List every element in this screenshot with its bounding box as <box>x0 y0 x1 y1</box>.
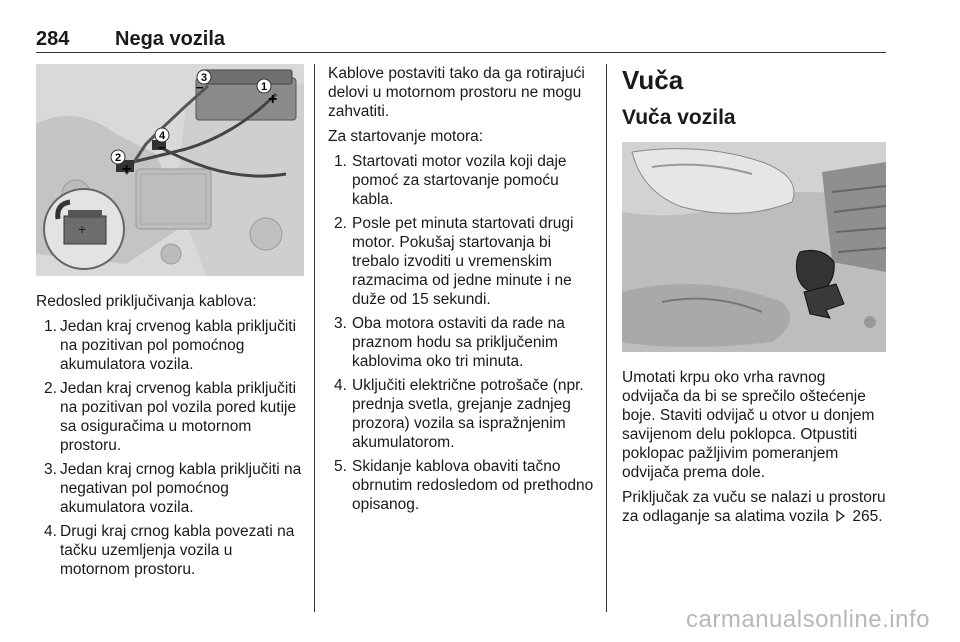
list-item: 3. Jedan kraj crnog kabla priključiti na negativan pol pomoćnog akumulatora vozila. <box>44 461 302 516</box>
watermark: carmanualsonline.info <box>686 606 930 633</box>
list-item: 1. Startovati motor vozila koji daje pomoć za startovanje pomoću kabla. <box>334 153 567 208</box>
list-item: 5. Skidanje kablova obaviti tačno obrnutim redosledom od prethodno opisanog. <box>334 458 594 513</box>
page-header <box>36 18 886 53</box>
column-2 <box>328 64 596 519</box>
page-reference-icon <box>835 510 846 522</box>
list-item: 3. Oba motora ostaviti da rade na praznom hodu sa priključenim kablovima oko tri minuta. <box>334 315 565 370</box>
page-number: 284 <box>36 28 70 50</box>
connection-order-intro: Redosled priključivanja kablova: <box>36 293 257 310</box>
svg-text:+: + <box>122 161 132 178</box>
figure-label-3: 3 <box>200 72 208 84</box>
towing-eye-cover-illustration <box>622 142 886 352</box>
figure-label-2: 2 <box>114 152 122 164</box>
cable-placement-note: Kablove postaviti tako da ga rotirajući delovi u motornom prostoru ne mogu zahvatiti. <box>328 65 585 120</box>
list-item: 2. Jedan kraj crvenog kabla priključiti na pozitivan pol vozila pored kutije sa osiguračima u motornom prostoru. <box>44 380 297 454</box>
svg-text:+: + <box>268 91 278 108</box>
jump-start-illustration <box>36 64 304 276</box>
subsection-heading: Vuča vozila <box>622 106 736 129</box>
figure-label-4: 4 <box>158 130 166 142</box>
figure-label-1: 1 <box>260 81 268 93</box>
column-divider <box>314 64 315 612</box>
list-item: 2. Posle pet minuta startovati drugi motor. Pokušaj startovanja bi trebalo izvoditi u vremenskim razmacima od jedne minute i ne duže od 15 sekundi. <box>334 215 574 308</box>
svg-text:−: − <box>158 140 166 155</box>
list-item: 1. Jedan kraj crvenog kabla priključiti na pozitivan pol pomoćnog akumulatora vozila. <box>44 318 297 373</box>
svg-text:−: − <box>196 80 204 95</box>
svg-text:+: + <box>78 221 87 237</box>
start-steps-list <box>328 152 596 514</box>
connection-steps-list <box>36 317 304 579</box>
column-1 <box>36 64 304 584</box>
column-3 <box>622 64 886 532</box>
list-item: 4. Drugi kraj crnog kabla povezati na tačku uzemljenja vozila u motornom prostoru. <box>44 523 295 578</box>
column-divider <box>606 64 607 612</box>
page-reference-link[interactable]: 265. <box>852 508 883 525</box>
page-title: Nega vozila <box>115 28 226 50</box>
towing-cover-instructions: Umotati krpu oko vrha ravnog odvijača da bi se sprečilo oštećenje boje. Staviti odvijač u otvor u donjem savijenom delu poklopca. Otpustiti poklopac pažljivim pomeranjem odvijača prema dole. <box>622 369 875 481</box>
towing-eye-location: Priključak za vuču se nalazi u prostoru za odlaganje sa alatima vozila 265. <box>622 489 886 525</box>
list-item: 4. Uključiti električne potrošače (npr. prednja svetla, grejanje zadnjeg prozora) vozila sa ispražnjenim akumulatorom. <box>334 377 584 451</box>
section-heading: Vuča <box>622 65 684 95</box>
start-engine-intro: Za startovanje motora: <box>328 128 484 145</box>
